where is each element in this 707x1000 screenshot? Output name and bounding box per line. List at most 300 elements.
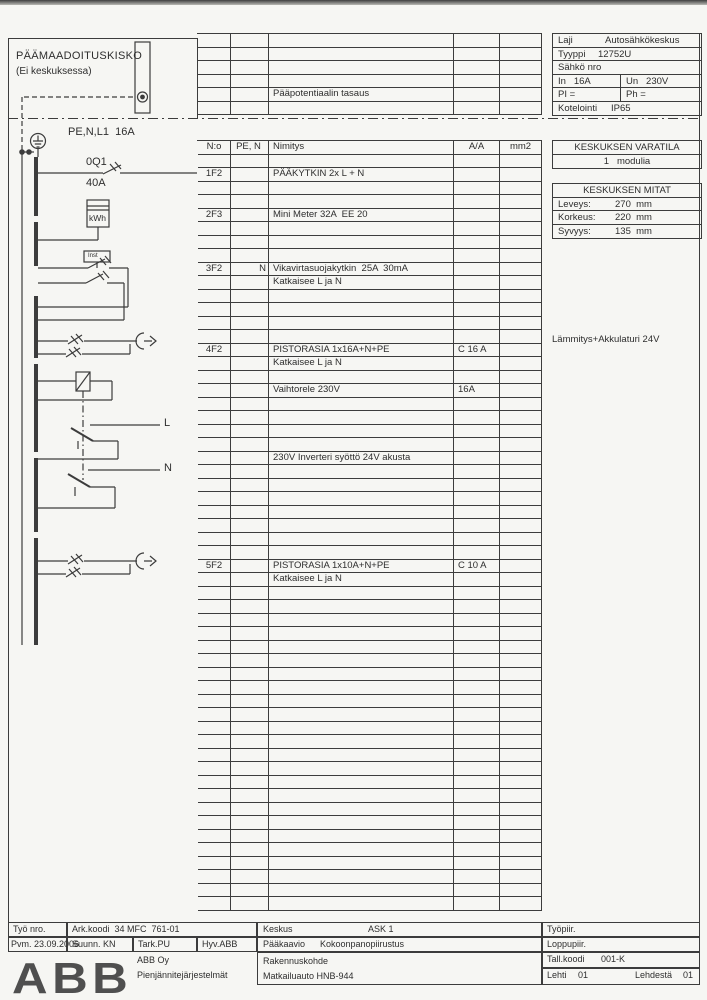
cell-no	[198, 708, 231, 722]
cell-nimitys	[269, 492, 454, 506]
cell-pen	[231, 168, 269, 182]
cell-nimitys	[269, 398, 454, 412]
table-row	[198, 465, 542, 479]
cell-pen	[231, 75, 269, 89]
cell-pen	[231, 317, 269, 331]
cell-mm2	[500, 168, 542, 182]
cell-no	[198, 61, 231, 75]
cell-mm2	[500, 776, 542, 790]
table-row	[198, 587, 542, 601]
main-switch-id: 0Q1	[86, 156, 107, 168]
cell-pen	[231, 411, 269, 425]
cell-pen	[231, 627, 269, 641]
cell-aa	[454, 897, 500, 911]
earth-box-border	[8, 38, 198, 39]
cell-nimitys	[269, 830, 454, 844]
syvyys-value: 135 mm	[615, 225, 652, 237]
cell-nimitys	[269, 48, 454, 62]
cell-aa	[454, 573, 500, 587]
terminal-circle	[138, 92, 148, 102]
cell-nimitys: Katkaisee L ja N	[269, 357, 454, 371]
cell-nimitys	[269, 75, 454, 89]
cell-aa	[454, 330, 500, 344]
table-row	[198, 88, 542, 102]
table-row	[198, 182, 542, 196]
table-row	[198, 452, 542, 466]
cell-no	[198, 614, 231, 628]
mitat-title: KESKUKSEN MITAT	[553, 184, 701, 198]
cell-nimitys	[269, 155, 454, 169]
cell-mm2	[500, 276, 542, 290]
varatila-value: 1 modulia	[603, 155, 651, 167]
cell-pen	[231, 209, 269, 223]
cell-pen	[231, 762, 269, 776]
cell-nimitys	[269, 249, 454, 263]
cell-no	[198, 681, 231, 695]
cell-pen	[231, 857, 269, 871]
table-row	[198, 384, 542, 398]
cell-aa	[454, 357, 500, 371]
cell-pen	[231, 384, 269, 398]
abb-logo: ABB	[12, 954, 133, 1000]
cell-aa	[454, 88, 500, 102]
line-n-label: N	[164, 462, 172, 474]
pvm-cell	[8, 937, 80, 952]
cell-aa	[454, 695, 500, 709]
cell-aa	[454, 735, 500, 749]
cell-nimitys	[269, 61, 454, 75]
cell-no	[198, 182, 231, 196]
cell-mm2	[500, 330, 542, 344]
component-table	[197, 140, 542, 584]
cell-nimitys	[269, 195, 454, 209]
cell-nimitys: Katkaisee L ja N	[269, 276, 454, 290]
cell-aa	[454, 668, 500, 682]
cell-no	[198, 330, 231, 344]
cell-no	[198, 641, 231, 655]
cell-no	[198, 735, 231, 749]
cell-pen	[231, 344, 269, 358]
table-row	[198, 34, 542, 48]
cell-nimitys	[269, 884, 454, 898]
cell-nimitys: Katkaisee L ja N	[269, 573, 454, 587]
table-row	[198, 236, 542, 250]
laji-label: Laji	[558, 35, 573, 46]
cell-no: 2F3	[198, 209, 231, 223]
cell-mm2	[500, 789, 542, 803]
cell-nimitys	[269, 533, 454, 547]
cell-aa	[454, 816, 500, 830]
cell-aa: 16A	[454, 384, 500, 398]
cell-mm2	[500, 452, 542, 466]
syvyys-label: Syvyys:	[558, 225, 591, 237]
cell-no	[198, 425, 231, 439]
rcd-pole-l	[36, 256, 128, 307]
breaker-5f2-l	[38, 554, 137, 564]
table-row	[198, 560, 542, 574]
cell-no	[198, 452, 231, 466]
cell-mm2	[500, 209, 542, 223]
cell-pen	[231, 654, 269, 668]
kotelointi-value: IP65	[611, 102, 631, 114]
cell-pen	[231, 303, 269, 317]
cell-nimitys: PISTORASIA 1x16A+N+PE	[269, 344, 454, 358]
sahko-nro-label: Sähkö nro	[558, 62, 602, 73]
cell-nimitys	[269, 722, 454, 736]
cell-no	[198, 803, 231, 817]
cell-nimitys	[269, 519, 454, 533]
rcd-pole-n	[36, 271, 124, 320]
lehdesta-value: 01	[683, 970, 694, 980]
cell-pen	[231, 735, 269, 749]
panel-info-table	[552, 33, 702, 116]
cell-nimitys	[269, 236, 454, 250]
cell-aa	[454, 762, 500, 776]
ph-value: Ph =	[626, 89, 646, 100]
cell-mm2	[500, 398, 542, 412]
cell-aa	[454, 465, 500, 479]
cell-nimitys	[269, 735, 454, 749]
cell-no	[198, 789, 231, 803]
cell-no	[198, 776, 231, 790]
cell-aa: A/A	[454, 141, 500, 155]
paakaavio-label: Pääkaavio	[263, 939, 306, 949]
table-row	[198, 249, 542, 263]
cell-no	[198, 546, 231, 560]
cell-no	[198, 857, 231, 871]
cell-mm2	[500, 762, 542, 776]
cell-mm2	[500, 803, 542, 817]
cell-no	[198, 695, 231, 709]
lehti-value: 01	[578, 970, 589, 980]
cell-nimitys	[269, 438, 454, 452]
table-row	[198, 695, 542, 709]
loppupiir-label: Loppupiir.	[547, 939, 587, 949]
varatila-box	[552, 140, 702, 169]
rakennuskohde-cell	[257, 952, 542, 985]
cell-nimitys	[269, 708, 454, 722]
cell-no: 1F2	[198, 168, 231, 182]
cell-pen	[231, 843, 269, 857]
cell-pen	[231, 830, 269, 844]
breaker-4f2-n	[38, 344, 130, 357]
cell-aa	[454, 546, 500, 560]
table-row	[198, 411, 542, 425]
cell-mm2	[500, 411, 542, 425]
cell-nimitys: PISTORASIA 1x10A+N+PE	[269, 560, 454, 574]
changeover-blade-l	[71, 428, 93, 441]
table-row	[198, 222, 542, 236]
company-cell	[130, 952, 257, 985]
cell-nimitys	[269, 870, 454, 884]
cell-no	[198, 627, 231, 641]
cell-nimitys	[269, 614, 454, 628]
cell-pen	[231, 884, 269, 898]
table-row	[198, 830, 542, 844]
cell-nimitys	[269, 762, 454, 776]
table-row	[198, 641, 542, 655]
table-row	[198, 857, 542, 871]
paakaavio-value: Kokoonpanopiirustus	[320, 939, 405, 949]
cell-nimitys	[269, 546, 454, 560]
cell-mm2	[500, 222, 542, 236]
cell-pen	[231, 330, 269, 344]
cell-nimitys	[269, 749, 454, 763]
hyv-cell	[197, 937, 257, 952]
cell-no: 3F2	[198, 263, 231, 277]
hyv-label: Hyv.ABB	[202, 939, 238, 949]
table-row	[198, 654, 542, 668]
table-row	[198, 762, 542, 776]
cell-aa	[454, 102, 500, 116]
cell-pen	[231, 236, 269, 250]
table-row	[198, 492, 542, 506]
cell-mm2	[500, 870, 542, 884]
cell-nimitys: Vikavirtasuojakytkin 25A 30mA	[269, 263, 454, 277]
cell-no	[198, 195, 231, 209]
cell-aa: C 10 A	[454, 560, 500, 574]
cell-no	[198, 668, 231, 682]
leveys-value: 270 mm	[615, 198, 652, 210]
cell-no	[198, 884, 231, 898]
table-row	[198, 870, 542, 884]
table-row	[198, 816, 542, 830]
cell-pen	[231, 61, 269, 75]
cell-nimitys	[269, 371, 454, 385]
cell-nimitys	[269, 857, 454, 871]
cell-pen	[231, 357, 269, 371]
cell-no: 5F2	[198, 560, 231, 574]
cell-pen	[231, 290, 269, 304]
cell-pen	[231, 222, 269, 236]
mitat-box	[552, 183, 702, 239]
cell-mm2	[500, 249, 542, 263]
cell-nimitys	[269, 789, 454, 803]
cell-aa	[454, 34, 500, 48]
cell-no: N:o	[198, 141, 231, 155]
cell-no	[198, 749, 231, 763]
earth-box-title: PÄÄMAADOITUSKISKO	[16, 50, 143, 62]
cell-mm2	[500, 641, 542, 655]
cell-aa	[454, 492, 500, 506]
cell-pen	[231, 195, 269, 209]
cell-no	[198, 870, 231, 884]
un-value: Un 230V	[626, 75, 669, 87]
cell-no	[198, 722, 231, 736]
table-row	[198, 681, 542, 695]
leveys-label: Leveys:	[558, 198, 591, 210]
lehti-cell	[542, 968, 700, 985]
cell-aa	[454, 519, 500, 533]
cell-aa	[454, 61, 500, 75]
cell-no	[198, 290, 231, 304]
cell-no	[198, 75, 231, 89]
cell-nimitys	[269, 627, 454, 641]
cell-no	[198, 34, 231, 48]
table-row	[198, 789, 542, 803]
table-row	[198, 600, 542, 614]
table-row	[198, 209, 542, 223]
table-row	[198, 425, 542, 439]
cell-pen	[231, 816, 269, 830]
department-name: Pienjännitejärjestelmät	[137, 970, 228, 980]
tyopiir-cell	[542, 922, 700, 937]
tark-cell	[133, 937, 197, 952]
potential-equalization-table	[197, 33, 542, 99]
cell-no	[198, 371, 231, 385]
cell-pen	[231, 573, 269, 587]
cell-no	[198, 762, 231, 776]
cell-nimitys: Mini Meter 32A EE 20	[269, 209, 454, 223]
cell-mm2	[500, 34, 542, 48]
keskus-cell	[257, 922, 542, 937]
table-row	[198, 735, 542, 749]
cell-mm2	[500, 884, 542, 898]
cell-aa	[454, 438, 500, 452]
cell-no	[198, 600, 231, 614]
cell-mm2	[500, 384, 542, 398]
cell-nimitys	[269, 317, 454, 331]
table-row	[198, 168, 542, 182]
cell-no	[198, 587, 231, 601]
table-row	[198, 546, 542, 560]
cell-pen	[231, 641, 269, 655]
cell-mm2	[500, 479, 542, 493]
table-row	[198, 371, 542, 385]
cell-pen	[231, 88, 269, 102]
cell-aa	[454, 857, 500, 871]
cell-nimitys	[269, 222, 454, 236]
table-row	[198, 722, 542, 736]
rakennuskohde-value: Matkailuauto HNB-944	[263, 971, 354, 981]
cell-nimitys	[269, 290, 454, 304]
table-row	[198, 843, 542, 857]
changeover-blade-n	[68, 474, 90, 487]
cell-nimitys	[269, 102, 454, 116]
cell-mm2	[500, 830, 542, 844]
cell-mm2	[500, 857, 542, 871]
scan-edge	[0, 0, 707, 5]
cell-mm2	[500, 155, 542, 169]
ark-koodi-label: Ark.koodi 34 MFC 761-01	[72, 924, 180, 934]
cell-no	[198, 654, 231, 668]
cell-pen	[231, 155, 269, 169]
cell-nimitys: PÄÄKYTKIN 2x L + N	[269, 168, 454, 182]
table-row	[198, 897, 542, 911]
cell-mm2	[500, 465, 542, 479]
cell-nimitys	[269, 479, 454, 493]
cell-aa	[454, 830, 500, 844]
cell-aa	[454, 75, 500, 89]
table-row	[198, 75, 542, 89]
cell-aa	[454, 722, 500, 736]
cell-mm2	[500, 371, 542, 385]
cell-mm2	[500, 573, 542, 587]
cell-nimitys	[269, 182, 454, 196]
cell-aa	[454, 789, 500, 803]
cell-no	[198, 276, 231, 290]
cell-no	[198, 236, 231, 250]
cell-aa	[454, 155, 500, 169]
table-row	[198, 398, 542, 412]
tark-label: Tark.PU	[138, 939, 171, 949]
cell-mm2	[500, 88, 542, 102]
cell-pen	[231, 48, 269, 62]
table-row	[198, 195, 542, 209]
cell-pen	[231, 870, 269, 884]
cell-nimitys	[269, 587, 454, 601]
cell-nimitys	[269, 411, 454, 425]
cell-pen	[231, 465, 269, 479]
cell-pen	[231, 560, 269, 574]
cell-aa	[454, 249, 500, 263]
tall-koodi-value: 001-K	[601, 954, 626, 964]
cell-mm2	[500, 533, 542, 547]
korkeus-label: Korkeus:	[558, 212, 596, 223]
cell-pen	[231, 681, 269, 695]
cell-mm2	[500, 722, 542, 736]
keskus-value: ASK 1	[368, 924, 394, 934]
varatila-title: KESKUKSEN VARATILA	[553, 141, 701, 155]
cell-pen: PE, N	[231, 141, 269, 155]
cell-no	[198, 479, 231, 493]
cell-pen	[231, 695, 269, 709]
cell-aa	[454, 303, 500, 317]
table-row	[198, 708, 542, 722]
cell-aa	[454, 411, 500, 425]
cell-pen	[231, 749, 269, 763]
cell-no	[198, 897, 231, 911]
table-row	[198, 303, 542, 317]
cell-mm2	[500, 195, 542, 209]
cell-nimitys	[269, 600, 454, 614]
cell-aa	[454, 290, 500, 304]
table-row	[198, 533, 542, 547]
cell-nimitys: 230V Inverteri syöttö 24V akusta	[269, 452, 454, 466]
cell-pen	[231, 425, 269, 439]
cell-pen	[231, 182, 269, 196]
cell-mm2	[500, 668, 542, 682]
cell-nimitys	[269, 681, 454, 695]
cell-aa	[454, 627, 500, 641]
cell-nimitys	[269, 776, 454, 790]
cell-pen	[231, 776, 269, 790]
pe-dashed-wire	[22, 97, 133, 149]
cell-nimitys	[269, 303, 454, 317]
cell-pen	[231, 506, 269, 520]
kwh-meter-label: kWh	[89, 213, 106, 223]
cell-mm2	[500, 843, 542, 857]
earth-symbol-icon	[31, 134, 46, 149]
cell-aa: C 16 A	[454, 344, 500, 358]
breaker-5f2-n	[38, 564, 130, 577]
cell-pen	[231, 249, 269, 263]
cell-nimitys	[269, 465, 454, 479]
cell-mm2: mm2	[500, 141, 542, 155]
table-row	[198, 102, 542, 116]
table-row	[198, 155, 542, 169]
cell-mm2	[500, 816, 542, 830]
cell-mm2	[500, 75, 542, 89]
cell-pen	[231, 34, 269, 48]
table-row	[198, 614, 542, 628]
table-row	[198, 627, 542, 641]
table-row	[198, 803, 542, 817]
cell-aa	[454, 681, 500, 695]
cell-mm2	[500, 48, 542, 62]
cell-nimitys	[269, 34, 454, 48]
cell-nimitys	[269, 654, 454, 668]
